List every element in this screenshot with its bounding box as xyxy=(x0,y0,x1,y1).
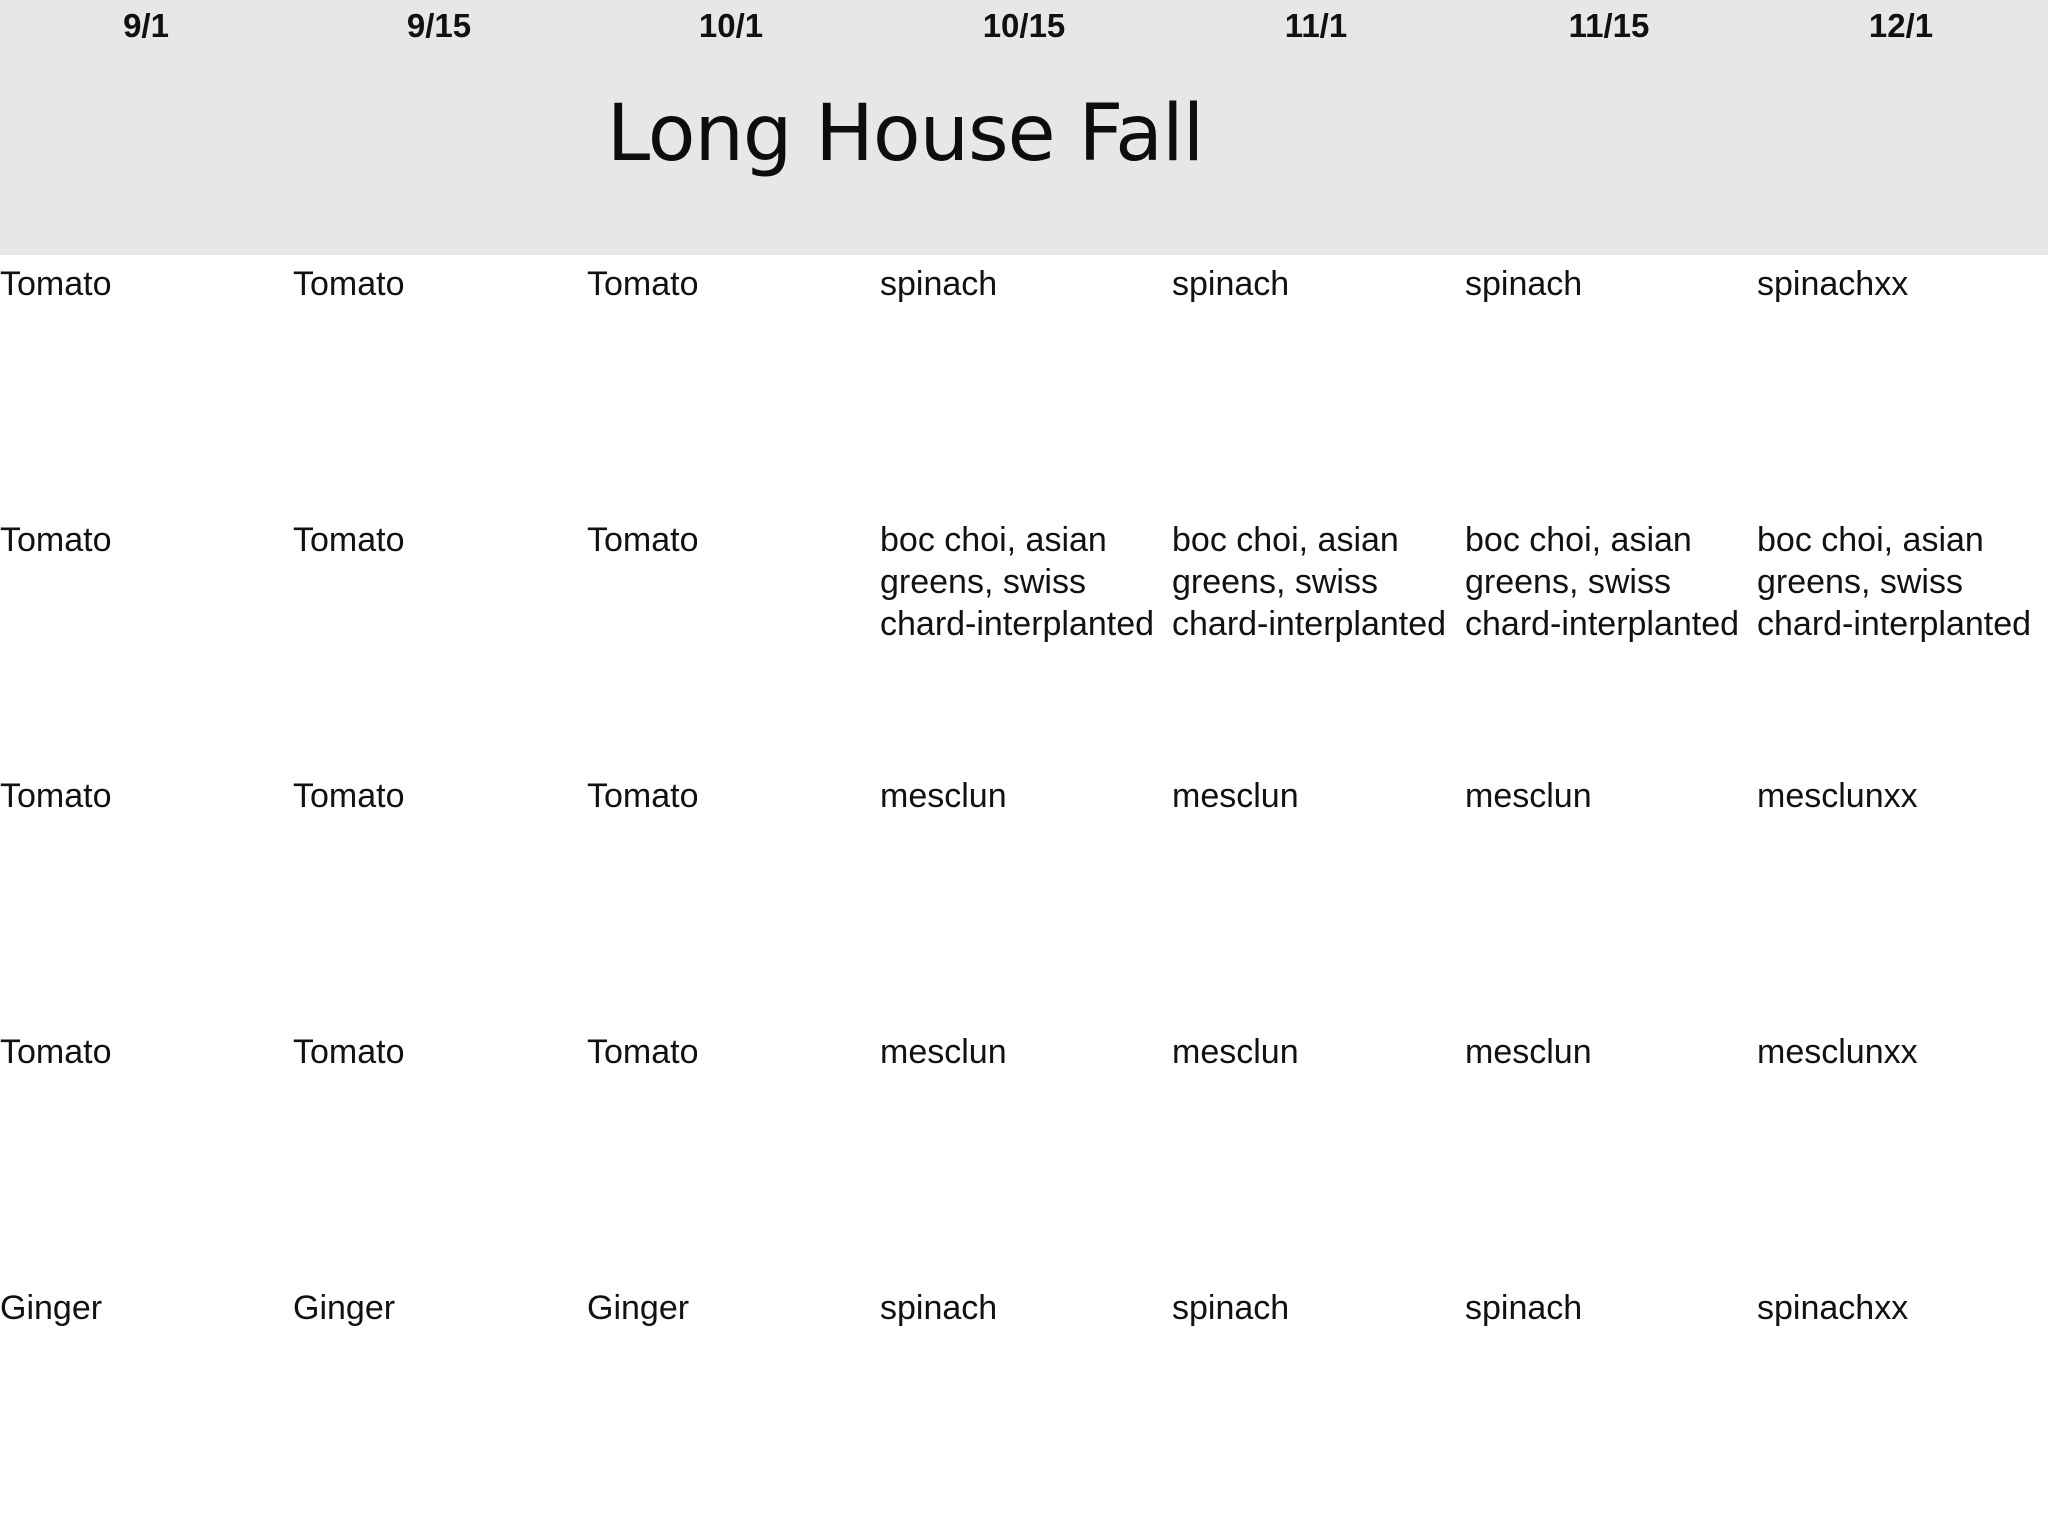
grid-cell: Tomato xyxy=(587,1033,699,1071)
grid-cell: Tomato xyxy=(587,265,699,303)
grid-cell: Ginger xyxy=(293,1289,396,1327)
grid-cell: mesclun xyxy=(1465,1033,1592,1071)
date-label-2: 9/15 xyxy=(406,7,472,44)
date-label-6: 11/15 xyxy=(1568,7,1650,44)
grid-cell: mesclun xyxy=(1172,777,1299,815)
grid-row-2 xyxy=(0,511,2048,767)
grid-row-4 xyxy=(0,1023,2048,1279)
grid-cell: spinach xyxy=(1172,1289,1290,1327)
grid-cell: Tomato xyxy=(587,521,699,559)
date-label-4: 10/15 xyxy=(982,7,1066,44)
grid-cell: spinach xyxy=(1172,265,1290,303)
date-label-1: 9/1 xyxy=(123,7,169,44)
date-label-3: 10/1 xyxy=(698,7,764,44)
grid-cell: boc choi, asian greens, swiss chard-interplanted xyxy=(1172,521,1447,643)
grid-cell: Tomato xyxy=(0,521,112,559)
grid-cell: boc choi, asian greens, swiss chard-interplanted xyxy=(1757,521,2032,643)
grid-cell: spinach xyxy=(880,265,998,303)
grid-cell: Tomato xyxy=(587,777,699,815)
grid-cell: mesclun xyxy=(1465,777,1592,815)
grid-cell: Tomato xyxy=(293,265,405,303)
grid-cell: spinachxx xyxy=(1757,265,1909,303)
grid-row-1 xyxy=(0,255,2048,511)
grid-cell: Tomato xyxy=(293,777,405,815)
grid-cell: boc choi, asian greens, swiss chard-interplanted xyxy=(880,521,1155,643)
grid-cell: Tomato xyxy=(0,265,112,303)
grid-cell: mesclunxx xyxy=(1757,777,1918,815)
grid-cell: mesclunxx xyxy=(1757,1033,1918,1071)
grid-cell: spinach xyxy=(1465,1289,1583,1327)
page-title: Long House Fall xyxy=(606,89,1204,179)
grid-cell: spinach xyxy=(1465,265,1583,303)
grid-cell: boc choi, asian greens, swiss chard-interplanted xyxy=(1465,521,1740,643)
grid-cell: mesclun xyxy=(880,777,1007,815)
date-header-row xyxy=(0,0,2048,52)
grid-cell: Tomato xyxy=(293,1033,405,1071)
grid-cell: Ginger xyxy=(587,1289,690,1327)
date-label-7: 12/1 xyxy=(1868,7,1934,44)
grid-cell: spinachxx xyxy=(1757,1289,1909,1327)
grid-cell: Tomato xyxy=(0,777,112,815)
grid-cell: Ginger xyxy=(0,1289,103,1327)
grid-cell: Tomato xyxy=(293,521,405,559)
grid-row-3 xyxy=(0,767,2048,1023)
header-band xyxy=(0,0,2048,255)
grid-cell: spinach xyxy=(880,1289,998,1327)
date-label-5: 11/1 xyxy=(1284,7,1348,44)
grid-cell: mesclun xyxy=(1172,1033,1299,1071)
grid-cell: Tomato xyxy=(0,1033,112,1071)
grid-cell: mesclun xyxy=(880,1033,1007,1071)
grid-row-5 xyxy=(0,1279,2048,1535)
